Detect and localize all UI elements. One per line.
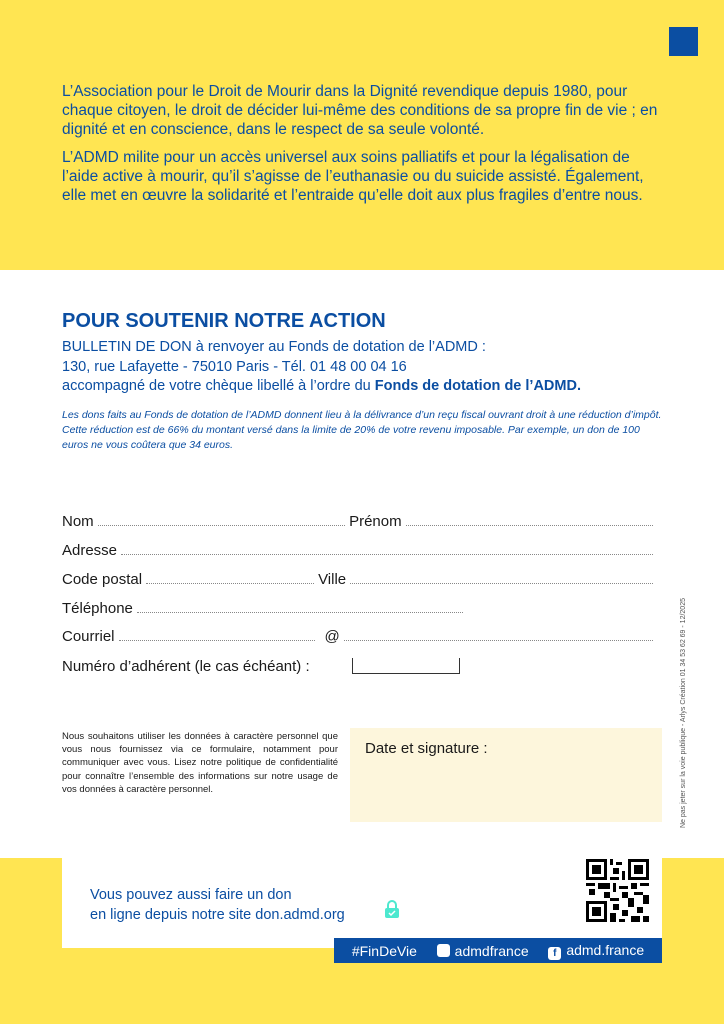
- tax-note: Les dons faits au Fonds de dotation de l’ADMD donnent lieu à la délivrance d’un reçu fiscal ouvrant droit à une réduction d’impôt. Cette réduction est de 66% du montant versé dans la limite de 20% de votre revenu imposable. Par exemple, un don de 100 euros ne vous coûtera que 34 euros.: [62, 409, 662, 451]
- fund-name: Fonds de dotation de l’ADMD.: [374, 378, 581, 394]
- tel-field[interactable]: [137, 612, 463, 613]
- adherent-field[interactable]: [352, 658, 460, 674]
- cp-field[interactable]: [146, 583, 314, 584]
- online-donation-text: [90, 885, 345, 925]
- facebook-link[interactable]: [548, 942, 644, 960]
- prenom-field[interactable]: [406, 525, 653, 526]
- address-line-3: accompagné de votre chèque libellé à l’ordre du: [62, 378, 375, 394]
- facebook-handle: admd.france: [566, 941, 645, 958]
- email-row: [62, 628, 657, 645]
- address-line-2: 130, rue Lafayette - 75010 Paris - Tél. 01 48 00 04 16: [62, 358, 407, 375]
- donation-address: [62, 338, 581, 397]
- lock-icon: [385, 900, 399, 918]
- email-domain-field[interactable]: [344, 640, 653, 641]
- instagram-link[interactable]: [437, 943, 529, 959]
- online-line-2[interactable]: en ligne depuis notre site don.admd.org: [90, 907, 345, 923]
- privacy-notice: Nous souhaitons utiliser les données à caractère personnel que vous nous fournissez via ce formulaire, notamment pour communiquer avec vous. Lisez notre politique de confidentialité pour connaître l’ensemble des informations sur notre usage de vos données à caractère personnel.: [62, 731, 338, 795]
- courriel-label: Courriel: [62, 628, 115, 645]
- instagram-handle: admdfrance: [454, 942, 529, 959]
- section-title: POUR SOUTENIR NOTRE ACTION: [62, 310, 386, 332]
- prenom-label: Prénom: [349, 513, 402, 530]
- intro-paragraph-1: L’Association pour le Droit de Mourir dans la Dignité revendique depuis 1980, pour chaque citoyen, le droit de décider lui-même des conditions de sa propre fin de vie ; en dignité et en conscience, dans le respect de sa seule volonté.: [62, 83, 658, 138]
- tel-label: Téléphone: [62, 600, 133, 617]
- signature-box[interactable]: [350, 728, 662, 822]
- signature-label: Date et signature :: [365, 740, 488, 757]
- legal-vertical-text: Ne pas jeter sur la voie publique - Arlys Création 01 34 53 62 69 - 12/2025: [680, 598, 687, 828]
- adresse-label: Adresse: [62, 542, 118, 559]
- hashtag: #FinDeVie: [351, 942, 417, 959]
- at-label: @: [324, 628, 340, 645]
- nom-field[interactable]: [98, 525, 345, 526]
- online-line-1: Vous pouvez aussi faire un don: [90, 887, 292, 903]
- ville-label: Ville: [318, 571, 347, 588]
- qr-code[interactable]: [586, 859, 649, 922]
- ville-field[interactable]: [350, 583, 653, 584]
- intro-paragraph-2: L’ADMD milite pour un accès universel aux soins palliatifs et pour la légalisation de l’aide active à mourir, qu’il s’agisse de l’euthanasie ou du suicide assisté. Également, elle met en œuvre la solidarité et l’entraide qu’elle doit aux plus fragiles d’entre nous.: [62, 149, 644, 204]
- instagram-icon: [437, 944, 450, 957]
- cp-label: Code postal: [62, 571, 143, 588]
- brand-square: [669, 27, 698, 56]
- phone-row: [62, 600, 467, 617]
- adherent-label: Numéro d’adhérent (le cas échéant) :: [62, 658, 310, 675]
- city-row: [62, 571, 657, 588]
- name-row: [62, 513, 657, 530]
- nom-label: Nom: [62, 513, 94, 530]
- social-bar: [334, 938, 662, 963]
- courriel-field[interactable]: [119, 640, 315, 641]
- facebook-icon: f: [548, 947, 561, 960]
- adresse-field[interactable]: [121, 554, 653, 555]
- address-line-1: BULLETIN DE DON à renvoyer au Fonds de dotation de l’ADMD :: [62, 339, 486, 355]
- address-row: [62, 542, 657, 559]
